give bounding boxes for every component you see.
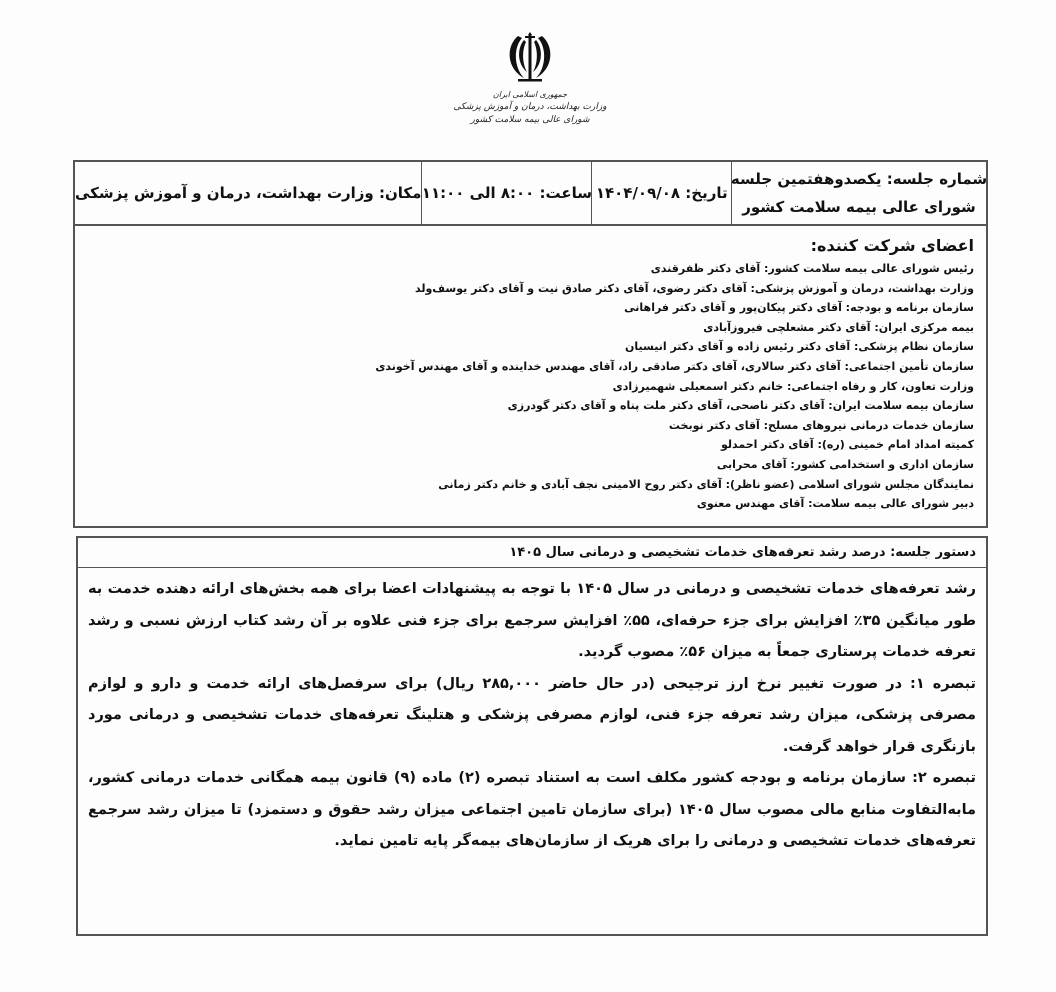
agenda-heading: دستور جلسه: درصد رشد تعرفه‌های خدمات تشخیصی و درمانی سال ۱۴۰۵: [78, 538, 986, 568]
letterhead-ministry: وزارت بهداشت، درمان و آموزش پزشکی: [453, 102, 607, 112]
resolution-paragraph: رشد تعرفه‌های خدمات تشخیصی و درمانی در سال ۱۴۰۵ با توجه به پیشنهادات اعضا برای همه بخش‌های ارائه دهنده خدمت به طور میانگین ۳۵٪ افزایش برای جزء حرفه‌ای، ۵۵٪ افزایش سرجمع برای جزء فنی علاوه بر آن رشد کتاب ارزش نسبی و رشد تعرفه خدمات پرستاری جمعاً به میزان ۵۶٪ مصوب گردید.: [88, 581, 976, 660]
attendee-line: سازمان خدمات درمانی نیروهای مسلح: آقای دکتر نوبخت: [668, 418, 974, 432]
council-name: شورای عالی بیمه سلامت کشور: [742, 198, 976, 216]
attendees-title: اعضای شرکت کننده:: [810, 236, 974, 255]
meeting-place-text: مکان: وزارت بهداشت، درمان و آموزش پزشکی: [75, 184, 422, 202]
meeting-place: [75, 162, 421, 224]
letterhead-council: شورای عالی بیمه سلامت کشور: [470, 115, 590, 125]
attendee-line: بیمه مرکزی ایران: آقای دکتر مشعلچی فیروزآبادی: [703, 320, 974, 334]
meeting-date: [591, 162, 731, 224]
attendee-line: سازمان بیمه سلامت ایران: آقای دکتر ناصحی، آقای دکتر ملت پناه و آقای دکتر گودرزی: [507, 399, 974, 413]
attendee-line: وزارت بهداشت، درمان و آموزش پزشکی: آقای دکتر رضوی، آقای دکتر صادق نیت و آقای دکتر یوسف‌ولد: [414, 281, 974, 295]
agenda-body: [78, 568, 986, 858]
attendees-section: [73, 226, 988, 528]
session-number: شماره جلسه: یکصدوهفتمین جلسه: [730, 170, 988, 188]
letterhead-republic: جمهوری اسلامی ایران: [492, 90, 568, 99]
meeting-session: [731, 162, 986, 224]
attendee-line: دبیر شورای عالی بیمه سلامت: آقای مهندس معنوی: [696, 497, 974, 511]
meeting-header-table: [73, 160, 988, 226]
agenda-section: [76, 536, 988, 936]
iran-emblem-icon: [504, 30, 556, 86]
attendee-line: سازمان نظام پزشکی: آقای دکتر رئیس زاده و آقای دکتر انیسیان: [625, 340, 974, 354]
note-1-paragraph: تبصره ۱: در صورت تغییر نرخ ارز ترجیحی (در حال حاضر ۲۸۵,۰۰۰ ریال) برای سرفصل‌های ارائه خدمت و دارو و لوازم مصرفی پزشکی، میزان رشد تعرفه جزء فنی، لوازم مصرفی پزشکی و هتلینگ تعرفه‌های خدمات تشخیصی و درمانی مورد بازنگری قرار خواهد گرفت.: [88, 675, 976, 755]
meeting-time-text: ساعت: ۸:۰۰ الی ۱۱:۰۰: [421, 184, 593, 202]
attendee-line: نمایندگان مجلس شورای اسلامی (عضو ناظر): آقای دکتر روح الامینی نجف آبادی و خانم دکتر زمانی: [438, 477, 974, 491]
attendee-line: رئیس شورای عالی بیمه سلامت کشور: آقای دکتر ظفرقندی: [650, 262, 974, 275]
meeting-time: [421, 162, 591, 224]
attendee-line: سازمان اداری و استخدامی کشور: آقای محرابی: [716, 457, 974, 471]
attendee-line: کمیته امداد امام خمینی (ره): آقای دکتر احمدلو: [720, 438, 974, 452]
attendee-line: وزارت تعاون، کار و رفاه اجتماعی: خانم دکتر اسمعیلی شهمیرزادی: [612, 379, 974, 393]
attendee-line: سازمان تأمین اجتماعی: آقای دکتر سالاری، آقای دکتر صادقی راد، آقای مهندس خداینده و آقای مهندس آخوندی: [375, 359, 974, 373]
attendee-line: سازمان برنامه و بودجه: آقای دکتر پیکان‌پور و آقای دکتر فراهانی: [624, 301, 974, 315]
note-2-paragraph: تبصره ۲: سازمان برنامه و بودجه کشور مکلف است به استناد تبصره (۲) ماده (۹) قانون بیمه همگانی خدمات درمانی کشور، مابه‌التفاوت منابع مالی مصوب سال ۱۴۰۵ (برای سازمان تامین اجتماعی میزان رشد حقوق و دستمزد) تا میزان رشد سرجمع تعرفه‌های خدمات تشخیصی و درمانی را برای هریک از سازمان‌های بیمه‌گر پایه تامین نماید.: [88, 770, 976, 849]
meeting-date-text: تاریخ: ۱۴۰۴/۰۹/۰۸: [595, 184, 728, 202]
letterhead: [440, 30, 620, 150]
